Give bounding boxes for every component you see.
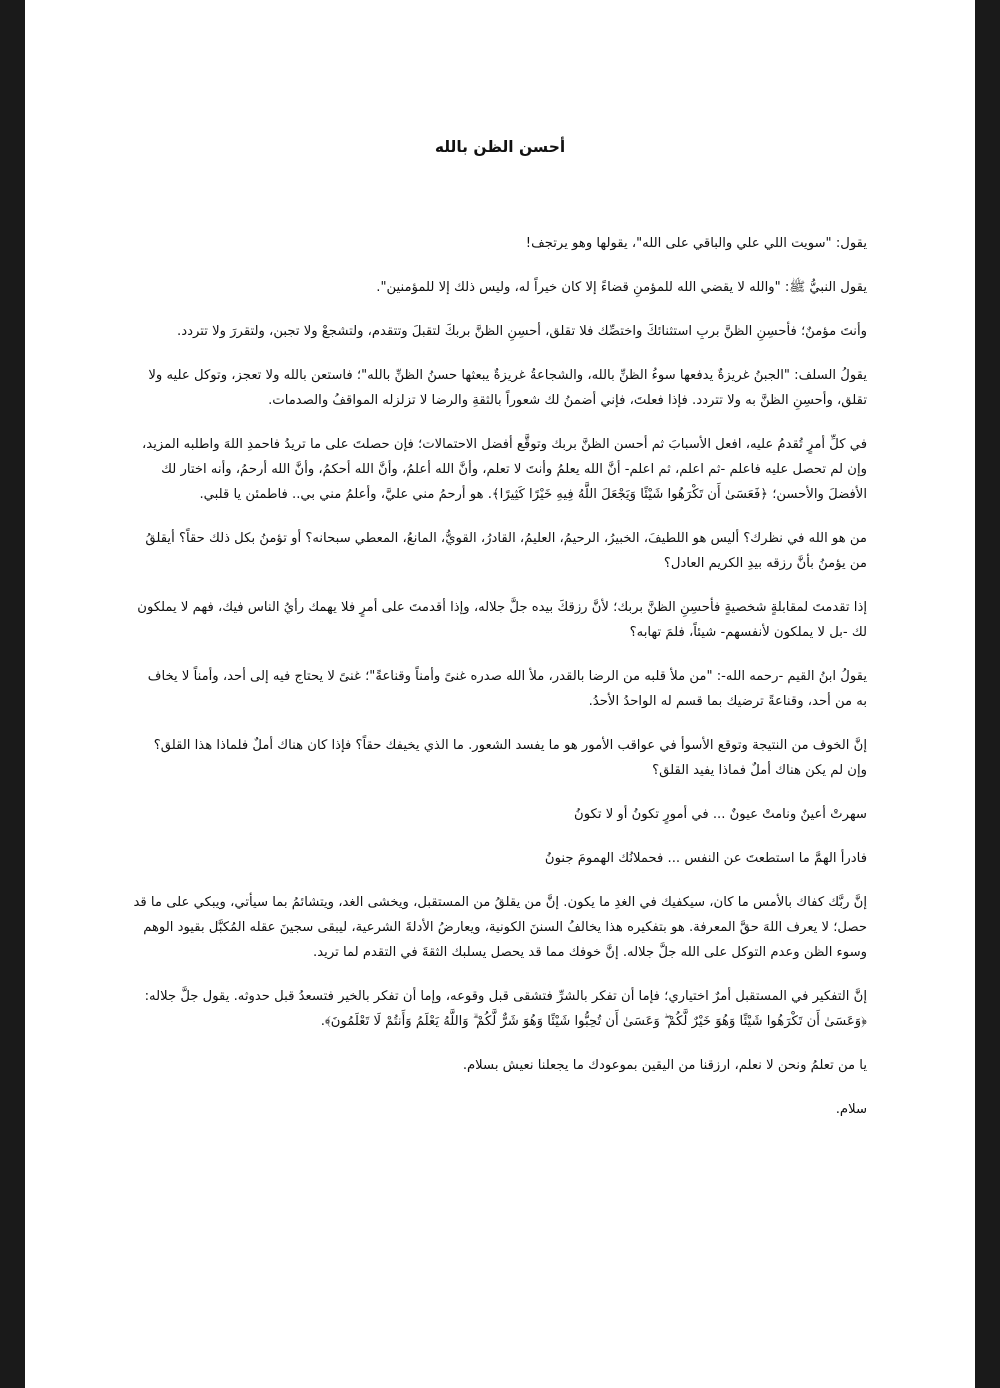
poem-line-2: فادرأ الهمَّ ما استطعتَ عن النفس ... فحملانُك الهمومَ جنونُ: [544, 851, 867, 866]
paragraph-12: إنَّ ربَّك كفاك بالأمس ما كان، سيكفيك في الغدِ ما يكون. إنَّ من يقلقُ من المستقبل، ويخشى الغد، ويتشائمُ بما سيأتي، ويبكي على ما قد حصل؛ لا يعرف اللهَ حقَّ المعرفة. هو بتفكيره هذا يخالفُ السننَ الكونية، ويعارضُ الأدلةَ الشرعية، ليبقى سجينَ عقله المُكبَّل بقيود الوهم وسوء الظن وعدم التوكل على الله جلَّ جلاله. إنَّ خوفك مما قد يحصل يسلبك الثقةَ في التقدم لما تريد.: [133, 895, 867, 960]
document-title: أحسن الظن بالله: [434, 138, 566, 156]
paragraph-3: وأنتَ مؤمنٌ؛ فأحسِنِ الظنَّ بربِ استثنائكَ واختصِّك فلا تقلق، أحسِنِ الظنَّ بربكَ لتقبلَ وتتقدم، ولتشجعْ ولا تجبن، ولتقررَ ولا تتردد.: [177, 324, 867, 339]
paragraph-4: يقولُ السلف: "الجبنُ غريزةٌ يدفعها سوءُ الظنِّ بالله، والشجاعةُ غريزةٌ يبعثها حسنُ الظنِّ بالله"؛ فاستعن بالله ولا تعجز، وتوكل عليه ولا تقلق، وأحسِنِ الظنَّ به ولا تتردد. فإذا فعلتَ، فإني أضمنُ لك شعوراً بالثقةِ والرضا لا تزلزله المواقفُ والصدمات.: [148, 368, 867, 408]
paragraph-5: في كلِّ أمرٍ تُقدمُ عليه، افعل الأسبابَ ثم أحسن الظنَّ بربك وتوقَّع أفضل الاحتمالات؛ فإن حصلتَ على ما تريدُ فاحمدِ اللهَ واطلبه المزيد، وإن لم تحصل عليه فاعلم -ثم اعلم، ثم اعلم- أنَّ الله يعلمُ وأنتَ لا تعلم، وأنَّ الله أعلمُ، وأنَّ الله أحكمُ، وأنَّ الله أرحمُ، وأنه اختار لك الأفضلَ والأحسن؛ ﴿فَعَسَىٰ أَن تَكْرَهُوا شَيْئًا وَيَجْعَلَ اللَّهُ فِيهِ خَيْرًا كَثِيرًا﴾. هو أرحمُ مني عليَّ، وأعلمُ مني بي.. فاطمئن يا قلبي.: [142, 437, 867, 502]
paragraph-1: يقول: "سويت اللي علي والباقي على الله"، يقولها وهو يرتجف!: [525, 236, 867, 251]
paragraph-13: إنَّ التفكير في المستقبل أمرٌ اختياري؛ فإما أن تفكر بالشرِّ فتشقى قبل وقوعه، وإما أن تفكر بالخير فتسعدُ قبل حدوثه. يقول جلَّ جلاله: ﴿وَعَسَىٰ أَن تَكْرَهُوا شَيْئًا وَهُوَ خَيْرٌ لَّكُمْ ۖ وَعَسَىٰ أَن تُحِبُّوا شَيْئًا وَهُوَ شَرٌّ لَّكُمْ ۗ وَاللَّهُ يَعْلَمُ وَأَنتُمْ لَا تَعْلَمُونَ﴾.: [144, 989, 867, 1029]
paragraph-9: إنَّ الخوف من النتيجة وتوقع الأسوأ في عواقب الأمور هو ما يفسد الشعور. ما الذي يخيفك حقاً؟ فإذا كان هناك أملٌ فلماذا هذا القلق؟ وإن لم يكن هناك أملٌ فماذا يفيد القلق؟: [153, 738, 867, 778]
document-page: [25, 0, 975, 1388]
paragraph-8: يقولُ ابنُ القيم -رحمه الله-: "من ملأ قلبه من الرضا بالقدر، ملأ الله صدره غنىً وأمناً وقناعةً"؛ غنىً لا يحتاج فيه إلى أحد، وأمناً لا يخاف به من أحد، وقناعةً ترضيك بما قسم له الواحدُ الأحدُ.: [147, 669, 867, 709]
page-content: [133, 135, 867, 1141]
paragraph-2: يقول النبيُّ ﷺ: "والله لا يقضي الله للمؤمنِ قضاءً إلا كان خيراً له، وليس ذلك إلا للمؤمنين".: [376, 280, 867, 295]
paragraph-7: إذا تقدمتَ لمقابلةٍ شخصيةٍ فأحسِنِ الظنَّ بربك؛ لأنَّ رزقكَ بيده جلَّ جلاله، وإذا أقدمتَ على أمرٍ فلا يهمك رأيُ الناس فيك، فهم لا يملكون لك -بل لا يملكون لأنفسهم- شيئاً، فلمَ تهابه؟: [137, 600, 867, 640]
paragraph-6: من هو الله في نظرك؟ أليس هو اللطيفَ، الخبيرُ، الرحيمُ، العليمُ، القادرُ، القويُّ، المانعُ، المعطي سبحانه؟ أو تؤمنُ بكل ذلك حقاً؟ أيقلقُ من يؤمنُ بأنَّ رزقه بيدِ الكريم العادل؟: [145, 531, 867, 571]
poem-line-1: سهرتْ أعينٌ ونامتْ عيونٌ ... في أمورٍ تكونُ أو لا تكونُ: [574, 807, 867, 822]
paragraph-14: يا من تعلمُ ونحن لا نعلم، ارزقنا من اليقين بموعودك ما يجعلنا نعيش بسلام.: [462, 1058, 867, 1073]
closing-line: سلام.: [835, 1102, 867, 1117]
